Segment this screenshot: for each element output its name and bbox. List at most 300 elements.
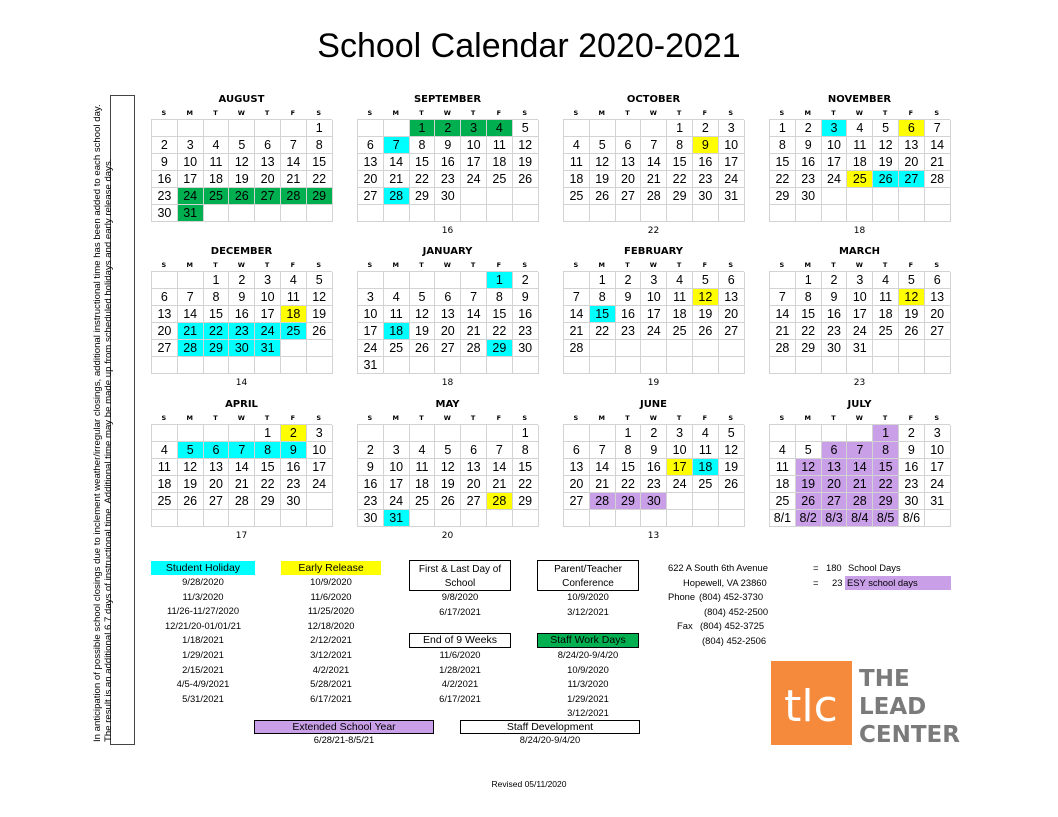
- day-header: M: [392, 261, 399, 269]
- day-cell: 3: [358, 289, 384, 306]
- day-cell: 11: [204, 154, 230, 171]
- day-cell: 9: [281, 442, 307, 459]
- legend-date: 6/28/21-8/5/21: [313, 734, 375, 745]
- day-cell: [307, 510, 333, 527]
- day-cell: 26: [435, 493, 461, 510]
- month-name: FEBRUARY: [624, 246, 683, 257]
- day-cell: 2: [358, 442, 384, 459]
- day-cell: 17: [925, 459, 951, 476]
- day-cell: 15: [873, 459, 899, 476]
- day-cell: [564, 272, 590, 289]
- day-header: F: [496, 109, 502, 117]
- day-cell: 26: [719, 476, 745, 493]
- day-header: S: [316, 414, 322, 422]
- day-cell: 16: [513, 306, 539, 323]
- day-cell: [873, 357, 899, 374]
- legend-date: 12/18/2020: [307, 619, 355, 631]
- day-cell: [229, 205, 255, 222]
- day-cell: [281, 510, 307, 527]
- month-school-day-count: 22: [647, 226, 660, 236]
- day-cell: 6: [616, 137, 642, 154]
- day-cell: 2: [435, 120, 461, 137]
- day-cell: 15: [307, 154, 333, 171]
- day-cell: [152, 357, 178, 374]
- day-cell: 12: [307, 289, 333, 306]
- day-cell: 21: [770, 323, 796, 340]
- day-cell: 27: [925, 323, 951, 340]
- day-cell: 10: [847, 289, 873, 306]
- day-cell: [358, 120, 384, 137]
- day-header: F: [290, 414, 296, 422]
- month-june: [563, 398, 744, 542]
- side-note-text: In anticipation of possible school closings due to inclement weather/irregular closings, additional instructional time has been added to each school day. The result is an additional 6.7 days of instructional time. Additional time may be made up from scheduled holidays and early release days.: [92, 104, 114, 742]
- school-days-label: School Days: [848, 562, 901, 573]
- day-cell: [590, 510, 616, 527]
- month-march: [769, 245, 950, 389]
- day-cell: 14: [384, 154, 410, 171]
- day-cell: 19: [796, 476, 822, 493]
- day-cell: 20: [822, 476, 848, 493]
- day-cell: 9: [435, 137, 461, 154]
- day-header: T: [831, 261, 836, 269]
- day-cell: 22: [667, 171, 693, 188]
- day-cell: 30: [435, 188, 461, 205]
- month-july: [769, 398, 950, 542]
- day-cell: [487, 205, 513, 222]
- day-header: W: [649, 414, 657, 422]
- day-cell: [410, 425, 436, 442]
- day-header: S: [728, 261, 734, 269]
- day-cell: 13: [822, 459, 848, 476]
- day-cell: [384, 357, 410, 374]
- day-cell: 21: [461, 323, 487, 340]
- day-cell: 4: [152, 442, 178, 459]
- day-cell: 24: [358, 340, 384, 357]
- day-cell: 17: [641, 306, 667, 323]
- day-cell: 1: [770, 120, 796, 137]
- day-header: T: [676, 261, 682, 269]
- day-cell: 20: [719, 306, 745, 323]
- day-cell: 23: [899, 476, 925, 493]
- day-cell: [307, 357, 333, 374]
- day-cell: [693, 493, 719, 510]
- day-cell: [461, 510, 487, 527]
- day-cell: 28: [564, 340, 590, 357]
- day-cell: 8: [770, 137, 796, 154]
- day-cell: 22: [590, 323, 616, 340]
- day-cell: [641, 340, 667, 357]
- day-cell: 12: [719, 442, 745, 459]
- day-header: M: [804, 414, 811, 422]
- legend-date: 6/17/2021: [439, 692, 481, 704]
- day-cell: [461, 205, 487, 222]
- month-name: JUNE: [639, 399, 668, 410]
- day-cell: [384, 120, 410, 137]
- day-cell: 1: [873, 425, 899, 442]
- day-header: S: [367, 261, 373, 269]
- month-school-day-count: 16: [441, 226, 454, 236]
- day-header: M: [598, 109, 605, 117]
- day-cell: 10: [925, 442, 951, 459]
- month-day-grid: [357, 119, 538, 222]
- day-header: S: [367, 109, 373, 117]
- day-cell: 19: [178, 476, 204, 493]
- day-cell: 23: [822, 323, 848, 340]
- day-cell: 30: [358, 510, 384, 527]
- day-cell: [693, 205, 719, 222]
- month-october: [563, 93, 744, 237]
- day-cell: 28: [487, 493, 513, 510]
- day-cell: 27: [204, 493, 230, 510]
- day-header: S: [161, 261, 167, 269]
- month-school-day-count: [769, 530, 950, 542]
- day-cell: 29: [204, 340, 230, 357]
- day-cell: 26: [899, 323, 925, 340]
- day-cell: [770, 205, 796, 222]
- day-cell: 29: [616, 493, 642, 510]
- day-cell: 4: [847, 120, 873, 137]
- day-cell: 26: [873, 171, 899, 188]
- day-cell: [255, 120, 281, 137]
- day-header: T: [676, 109, 682, 117]
- day-header: F: [290, 109, 296, 117]
- month-school-day-count: [151, 225, 332, 237]
- day-cell: 6: [719, 272, 745, 289]
- day-cell: 8/6: [899, 510, 925, 527]
- day-cell: [616, 510, 642, 527]
- day-cell: [616, 120, 642, 137]
- day-cell: 30: [693, 188, 719, 205]
- day-cell: 28: [281, 188, 307, 205]
- first-last-line1: First & Last Day of: [418, 564, 502, 575]
- day-cell: 27: [822, 493, 848, 510]
- day-cell: 9: [641, 442, 667, 459]
- month-day-grid: [563, 271, 744, 374]
- day-of-week-header: [357, 259, 538, 271]
- legend-date: 5/28/2021: [310, 678, 352, 690]
- day-cell: 11: [384, 306, 410, 323]
- day-cell: 6: [358, 137, 384, 154]
- day-cell: 1: [307, 120, 333, 137]
- day-cell: 21: [564, 323, 590, 340]
- day-cell: 31: [358, 357, 384, 374]
- day-cell: [255, 205, 281, 222]
- day-of-week-header: [151, 107, 332, 119]
- day-cell: [667, 205, 693, 222]
- day-header: T: [625, 414, 630, 422]
- day-header: F: [702, 109, 708, 117]
- day-cell: 6: [152, 289, 178, 306]
- day-header: T: [831, 414, 836, 422]
- day-cell: 23: [693, 171, 719, 188]
- day-cell: 7: [178, 289, 204, 306]
- day-cell: 10: [822, 137, 848, 154]
- day-cell: 6: [564, 442, 590, 459]
- day-cell: 13: [255, 154, 281, 171]
- day-cell: 25: [564, 188, 590, 205]
- day-cell: 17: [667, 459, 693, 476]
- day-cell: 17: [358, 323, 384, 340]
- legend-date: 9/8/2020: [441, 591, 479, 602]
- day-cell: [847, 188, 873, 205]
- day-cell: [281, 340, 307, 357]
- day-cell: 24: [641, 323, 667, 340]
- day-header: W: [855, 414, 863, 422]
- day-cell: 13: [152, 306, 178, 323]
- day-cell: 20: [461, 476, 487, 493]
- day-cell: [564, 120, 590, 137]
- day-cell: 18: [847, 154, 873, 171]
- day-cell: 18: [667, 306, 693, 323]
- legend-date: 6/17/2021: [439, 605, 481, 617]
- day-header: S: [934, 261, 940, 269]
- day-cell: 18: [281, 306, 307, 323]
- day-cell: 21: [847, 476, 873, 493]
- day-header: T: [882, 414, 888, 422]
- day-cell: [281, 357, 307, 374]
- day-cell: 30: [513, 340, 539, 357]
- day-cell: 4: [384, 289, 410, 306]
- day-cell: 22: [307, 171, 333, 188]
- day-cell: [770, 425, 796, 442]
- day-cell: 5: [178, 442, 204, 459]
- day-cell: 20: [925, 306, 951, 323]
- day-cell: [873, 340, 899, 357]
- day-cell: 30: [822, 340, 848, 357]
- day-cell: 5: [719, 425, 745, 442]
- day-cell: 31: [384, 510, 410, 527]
- day-header: S: [573, 109, 579, 117]
- day-cell: [719, 357, 745, 374]
- day-cell: 13: [616, 154, 642, 171]
- day-cell: 29: [667, 188, 693, 205]
- day-header: T: [676, 414, 682, 422]
- first-last-dates: [409, 590, 511, 619]
- day-cell: [796, 357, 822, 374]
- day-cell: [667, 510, 693, 527]
- side-note: [92, 95, 135, 745]
- day-cell: 10: [719, 137, 745, 154]
- day-cell: 19: [899, 306, 925, 323]
- month-name: SEPTEMBER: [413, 94, 482, 105]
- day-cell: 16: [641, 459, 667, 476]
- day-cell: 20: [616, 171, 642, 188]
- day-cell: 7: [590, 442, 616, 459]
- day-cell: 24: [719, 171, 745, 188]
- day-cell: 30: [899, 493, 925, 510]
- day-cell: [281, 120, 307, 137]
- day-cell: 6: [461, 442, 487, 459]
- day-cell: 16: [616, 306, 642, 323]
- day-header: T: [470, 109, 476, 117]
- day-cell: [847, 425, 873, 442]
- day-cell: 27: [719, 323, 745, 340]
- day-cell: 27: [616, 188, 642, 205]
- day-cell: 15: [513, 459, 539, 476]
- day-cell: 21: [384, 171, 410, 188]
- day-cell: 3: [822, 120, 848, 137]
- day-cell: [590, 425, 616, 442]
- page-title: School Calendar 2020-2021: [317, 27, 741, 65]
- day-cell: 5: [693, 272, 719, 289]
- day-cell: 29: [513, 493, 539, 510]
- day-cell: 5: [229, 137, 255, 154]
- day-header: M: [186, 261, 193, 269]
- day-header: M: [186, 109, 193, 117]
- day-cell: 17: [178, 171, 204, 188]
- day-cell: [847, 357, 873, 374]
- day-cell: 20: [435, 323, 461, 340]
- day-cell: 28: [229, 493, 255, 510]
- esy-label: Extended School Year: [254, 720, 434, 734]
- day-cell: 5: [899, 272, 925, 289]
- day-header: S: [779, 414, 785, 422]
- day-cell: [461, 425, 487, 442]
- day-cell: 24: [255, 323, 281, 340]
- month-day-grid: [357, 424, 538, 527]
- day-cell: 7: [847, 442, 873, 459]
- day-cell: 29: [487, 340, 513, 357]
- day-cell: 19: [307, 306, 333, 323]
- day-cell: [487, 188, 513, 205]
- day-cell: 4: [564, 137, 590, 154]
- day-cell: 22: [204, 323, 230, 340]
- day-cell: 4: [667, 272, 693, 289]
- day-cell: 3: [255, 272, 281, 289]
- day-cell: 30: [796, 188, 822, 205]
- day-cell: 2: [152, 137, 178, 154]
- day-cell: [616, 340, 642, 357]
- day-header: S: [522, 109, 528, 117]
- day-cell: [770, 272, 796, 289]
- phone-label: Phone: [668, 591, 696, 602]
- day-cell: 13: [719, 289, 745, 306]
- day-header: T: [419, 261, 424, 269]
- day-cell: 18: [152, 476, 178, 493]
- day-cell: 7: [461, 289, 487, 306]
- day-cell: 15: [487, 306, 513, 323]
- day-cell: 3: [925, 425, 951, 442]
- day-cell: [564, 425, 590, 442]
- day-cell: 8: [667, 137, 693, 154]
- day-cell: [410, 205, 436, 222]
- legend-date: 2/12/2021: [310, 634, 352, 646]
- day-header: F: [290, 261, 296, 269]
- day-cell: 31: [925, 493, 951, 510]
- day-cell: [796, 205, 822, 222]
- day-cell: 22: [487, 323, 513, 340]
- day-cell: 12: [873, 137, 899, 154]
- day-cell: 14: [487, 459, 513, 476]
- month-name: MARCH: [838, 246, 881, 257]
- phone2: (804) 452-2500: [704, 606, 769, 617]
- day-cell: 16: [358, 476, 384, 493]
- day-cell: 20: [152, 323, 178, 340]
- day-cell: [487, 357, 513, 374]
- day-cell: 9: [899, 442, 925, 459]
- day-cell: 19: [435, 476, 461, 493]
- day-cell: 31: [719, 188, 745, 205]
- day-cell: [435, 272, 461, 289]
- day-cell: 15: [410, 154, 436, 171]
- day-header: T: [264, 414, 270, 422]
- day-cell: 18: [487, 154, 513, 171]
- day-cell: [513, 205, 539, 222]
- day-cell: 2: [899, 425, 925, 442]
- day-cell: 13: [204, 459, 230, 476]
- day-cell: 28: [178, 340, 204, 357]
- legend-date: 11/6/2020: [439, 649, 481, 660]
- day-cell: 22: [255, 476, 281, 493]
- day-cell: 8: [487, 289, 513, 306]
- day-cell: [590, 120, 616, 137]
- day-cell: 6: [925, 272, 951, 289]
- day-header: S: [367, 414, 373, 422]
- student-holiday-label: Student Holiday: [151, 561, 255, 575]
- month-may: [357, 398, 538, 542]
- day-header: W: [237, 109, 245, 117]
- day-cell: [847, 205, 873, 222]
- day-cell: 26: [229, 188, 255, 205]
- day-cell: [229, 425, 255, 442]
- day-cell: 7: [281, 137, 307, 154]
- day-cell: 30: [152, 205, 178, 222]
- end-9-weeks-dates: [409, 648, 511, 706]
- day-cell: [693, 510, 719, 527]
- day-cell: 15: [616, 459, 642, 476]
- day-header: S: [779, 109, 785, 117]
- day-cell: [925, 510, 951, 527]
- day-cell: 18: [204, 171, 230, 188]
- day-cell: 24: [822, 171, 848, 188]
- day-cell: [384, 205, 410, 222]
- day-cell: 11: [152, 459, 178, 476]
- day-cell: 12: [229, 154, 255, 171]
- day-cell: 1: [667, 120, 693, 137]
- day-header: T: [625, 261, 630, 269]
- day-cell: 1: [255, 425, 281, 442]
- legend-date: 9/28/2020: [182, 576, 224, 587]
- day-cell: 2: [822, 272, 848, 289]
- day-cell: 2: [513, 272, 539, 289]
- month-name: MAY: [435, 399, 460, 410]
- day-cell: [178, 357, 204, 374]
- lead-center-logo: [771, 661, 960, 751]
- day-cell: 26: [410, 340, 436, 357]
- day-header: F: [702, 261, 708, 269]
- staff-development-dates: [460, 733, 640, 748]
- day-cell: 4: [770, 442, 796, 459]
- parent-teacher-line2: Conference: [562, 578, 614, 589]
- day-header: S: [522, 414, 528, 422]
- day-cell: 3: [178, 137, 204, 154]
- day-header: M: [804, 109, 811, 117]
- day-cell: 8/1: [770, 510, 796, 527]
- day-cell: 8/3: [822, 510, 848, 527]
- day-header: S: [522, 261, 528, 269]
- day-cell: 18: [384, 323, 410, 340]
- day-of-week-header: [563, 412, 744, 424]
- day-cell: 23: [796, 171, 822, 188]
- legend-date: 10/9/2020: [567, 663, 609, 675]
- month-day-grid: [357, 271, 538, 374]
- month-day-grid: [151, 119, 332, 222]
- day-cell: [899, 205, 925, 222]
- day-cell: 5: [796, 442, 822, 459]
- day-cell: 22: [513, 476, 539, 493]
- day-header: S: [161, 414, 167, 422]
- day-cell: [770, 357, 796, 374]
